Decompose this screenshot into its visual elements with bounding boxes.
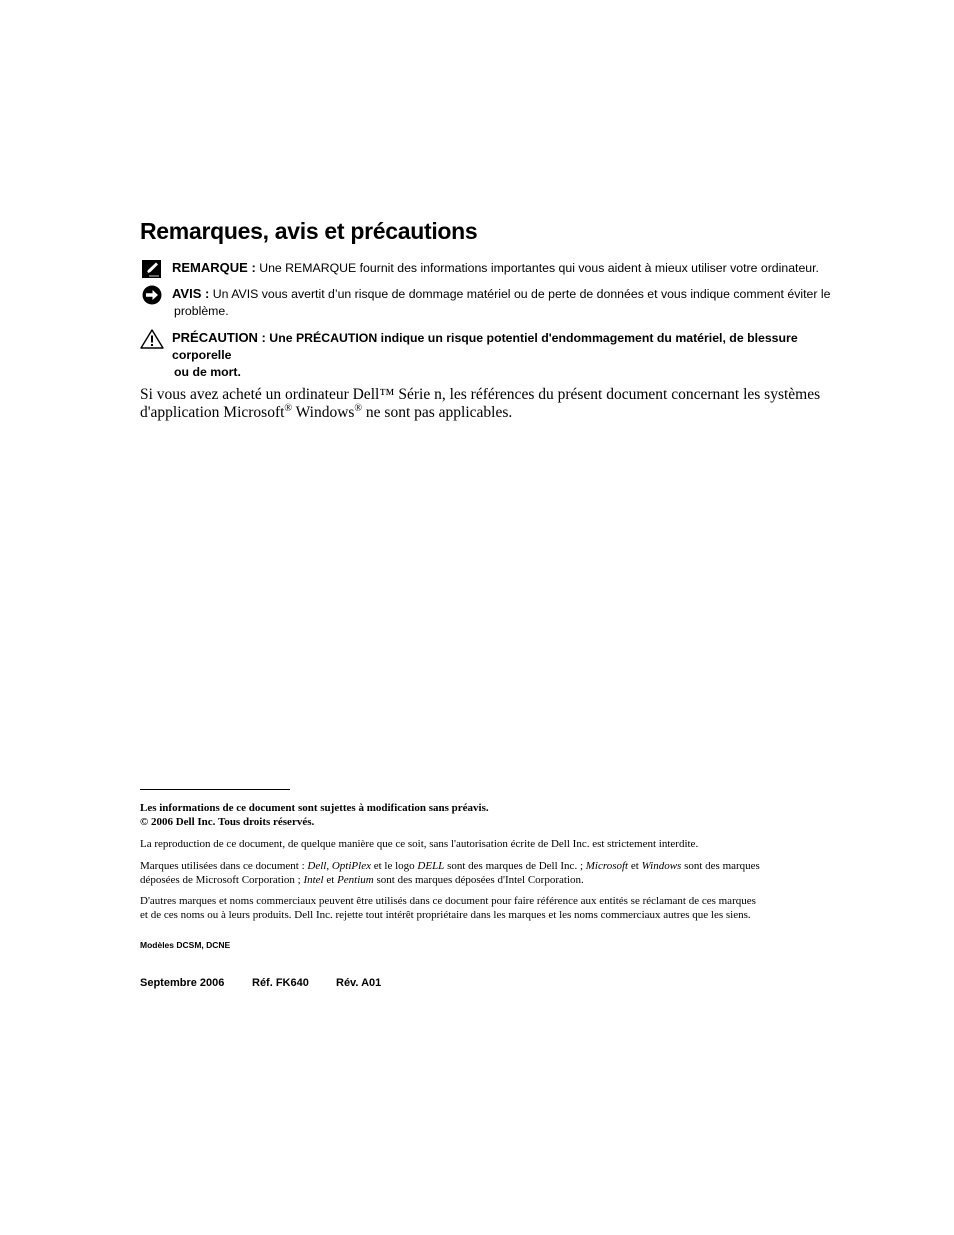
trademarks-notice — [140, 859, 840, 887]
note-text: Un AVIS vous avertit d’un risque de dommage matériel ou de perte de données et vous indique comment éviter le — [209, 287, 831, 301]
marks-text: sont des marques — [681, 860, 760, 872]
intro-paragraph — [140, 386, 840, 422]
marks-text: sont des marques déposées d'Intel Corporation. — [373, 874, 584, 886]
notice-line: Les informations de ce document sont sujettes à modification sans préavis. — [140, 802, 489, 814]
notice-arrow-icon — [140, 285, 164, 305]
note-remarque — [140, 259, 840, 277]
copyright-line: © 2006 Dell Inc. Tous droits réservés. — [140, 816, 315, 828]
note-label: REMARQUE : — [172, 260, 256, 275]
intro-line: Si vous avez acheté un ordinateur Dell™ Série n, les références du présent document concernant les systèmes — [140, 386, 821, 403]
publication-date: Septembre 2006 — [140, 977, 225, 989]
legal-notice — [140, 801, 840, 829]
pencil-note-icon — [140, 259, 164, 279]
note-label: PRÉCAUTION : — [172, 330, 266, 345]
registered-mark: ® — [284, 402, 293, 414]
note-label: AVIS : — [172, 286, 210, 301]
trademark-name: Pentium — [337, 874, 374, 886]
other-trademarks-notice — [140, 894, 840, 922]
marks-text: Marques utilisées dans ce document : — [140, 860, 308, 872]
trademark-name: Microsoft — [585, 860, 629, 872]
reproduction-notice: La reproduction de ce document, de quelque manière que ce soit, sans l'autorisation écrite de Dell Inc. est strictement interdite. — [140, 838, 699, 850]
intro-text: d'application Microsoft — [140, 404, 285, 421]
trademark-name: DELL — [417, 860, 445, 872]
note-text: Une PRÉCAUTION indique un risque potentiel d'endommagement du matériel, de blessure corporelle — [172, 331, 798, 362]
registered-mark: ® — [354, 402, 363, 414]
page-title: Remarques, avis et précautions — [140, 218, 478, 244]
footnote-divider — [140, 789, 290, 790]
marks-text: et — [628, 860, 642, 872]
part-reference: Réf. FK640 — [252, 977, 309, 989]
marks-text: et le logo — [370, 860, 418, 872]
note-avis — [140, 285, 840, 320]
note-text: Une REMARQUE fournit des informations importantes qui vous aident à mieux utiliser votre ordinateur. — [255, 261, 819, 275]
marks-text: et — [323, 874, 338, 886]
revision: Rév. A01 — [336, 977, 382, 989]
others-line: D'autres marques et noms commerciaux peuvent être utilisés dans ce document pour faire référence aux entités se réclamant de ces marques — [140, 895, 756, 907]
model-numbers: Modèles DCSM, DCNE — [140, 940, 231, 950]
trademark-name: Windows — [641, 860, 682, 872]
marks-text: , — [326, 860, 332, 872]
marks-text: sont des marques de Dell Inc. ; — [444, 860, 586, 872]
note-precaution — [140, 329, 840, 381]
intro-text: Windows — [292, 404, 355, 421]
marks-text: déposées de Microsoft Corporation ; — [140, 874, 304, 886]
trademark-name: Dell — [307, 860, 327, 872]
warning-triangle-icon — [140, 329, 164, 349]
trademark-name: Intel — [303, 874, 324, 886]
note-text-continued: ou de mort. — [174, 365, 241, 379]
intro-text: ne sont pas applicables. — [362, 404, 513, 421]
trademark-name: OptiPlex — [331, 860, 371, 872]
note-text-continued: problème. — [174, 304, 229, 318]
others-line: et de ces noms ou à leurs produits. Dell Inc. rejette tout intérêt propriétaire dans les marques et les noms commerciaux autres que les siens. — [140, 909, 751, 921]
